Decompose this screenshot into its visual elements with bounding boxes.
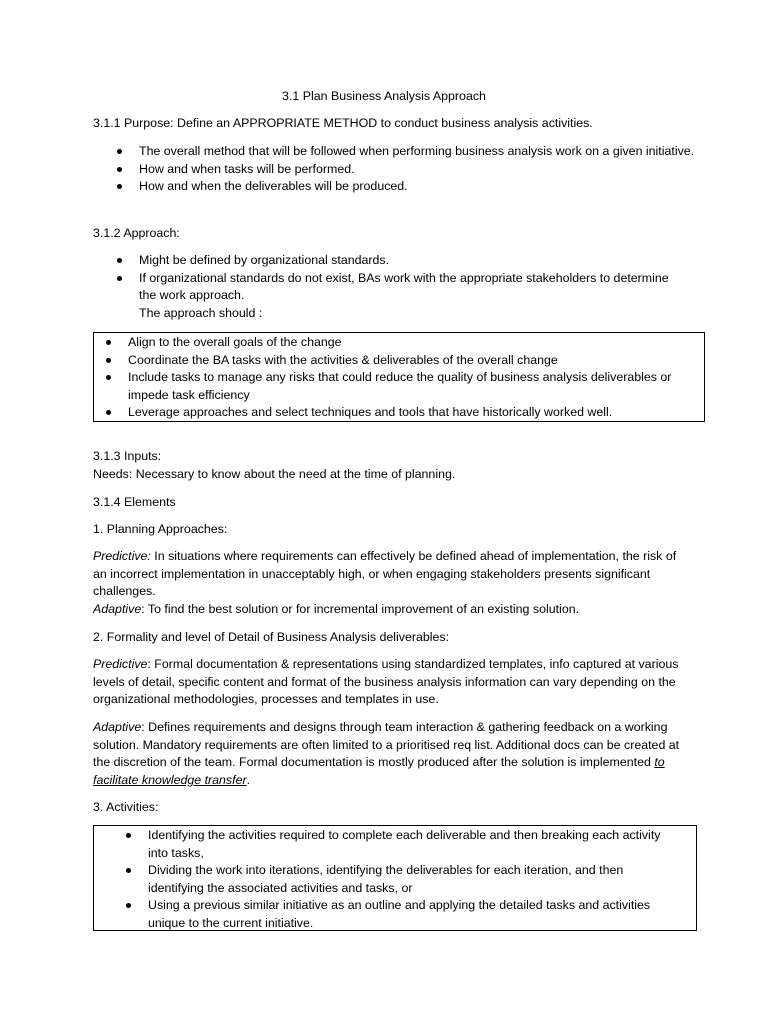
list-item: Include tasks to manage any risks that could reduce the quality of business analysis deliverables or impede task efficiency [102,369,694,404]
approach-heading: 3.1.2 Approach: [93,226,180,240]
adaptive-text: : To find the best solution or for incremental improvement of an existing solution. [141,602,580,616]
formality-predictive-paragraph [93,656,683,709]
approach-should-label: The approach should : [139,306,263,320]
list-item: Identifying the activities required to complete each deliverable and then breaking each activity into tasks, [122,827,670,862]
list-item: Dividing the work into iterations, identifying the deliverables for each iteration, and then identifying the associated activities and tasks, or [122,862,670,897]
inputs-text: Needs: Necessary to know about the need at the time of planning. [93,467,456,481]
adaptive-text: : Defines requirements and designs through team interaction & gathering feedback on a working solution. Mandatory requirements are often limited to a prioritised req list. Additional docs can be created at the discretion of the team. Formal documentation is mostly produced after the solution is implemented [93,720,680,769]
purpose-list [113,143,703,196]
knowledge-transfer-phrase: to facilitate knowledge transfer [93,755,665,787]
list-item: Coordinate the BA tasks with the activities & deliverables of the overall change [102,352,694,370]
list-item: The overall method that will be followed when performing business analysis work on a given initiative. [113,143,703,161]
list-item: Leverage approaches and select techniques and tools that have historically worked well. [102,404,694,422]
list-item: If organizational standards do not exist, BAs work with the appropriate stakeholders to determine the work approach. [113,270,673,305]
approach-list [113,252,673,305]
formality-adaptive-paragraph [93,719,683,789]
list-item: How and when tasks will be performed. [113,161,703,179]
formality-heading: 2. Formality and level of Detail of Business Analysis deliverables: [93,630,450,644]
predictive-label: Predictive: [93,549,151,563]
page-title: 3.1 Plan Business Analysis Approach [282,89,486,103]
inputs-heading: 3.1.3 Inputs: [93,449,162,463]
list-item: How and when the deliverables will be produced. [113,178,703,196]
list-item: Align to the overall goals of the change [102,334,694,352]
elements-heading: 3.1.4 Elements [93,495,176,509]
adaptive-label: Adaptive [93,720,142,734]
activities-heading: 3. Activities: [93,800,159,814]
approach-should-box [93,332,705,422]
list-item: Using a previous similar initiative as an outline and applying the detailed tasks and activities unique to the current initiative. [122,897,670,932]
purpose-suffix: to conduct business analysis activities. [377,116,593,130]
adaptive-label: Adaptive [93,602,142,616]
adaptive-end: . [246,772,251,787]
activities-box [93,825,697,931]
activities-list [122,827,670,932]
predictive-text: In situations where requirements can effectively be defined ahead of implementation, the risk of an incorrect implementation in unacceptably high, or when engaging stakeholders presents significant challenges. [93,549,677,598]
approach-should-list [102,334,694,422]
list-item: Might be defined by organizational standards. [113,252,673,270]
planning-predictive-paragraph [93,548,683,601]
predictive-label: Predictive [93,657,148,671]
purpose-prefix: 3.1.1 Purpose: Define an [93,116,233,130]
planning-approaches-heading: 1. Planning Approaches: [93,522,228,536]
purpose-statement [93,115,693,133]
planning-adaptive-paragraph [93,601,683,619]
predictive-text: : Formal documentation & representations using standardized templates, info captured at various levels of detail, specific content and format of the business analysis information can vary depending on the organizational methodologies, processes and templates in use. [93,657,679,706]
purpose-emphasis: APPROPRIATE METHOD [232,116,378,130]
